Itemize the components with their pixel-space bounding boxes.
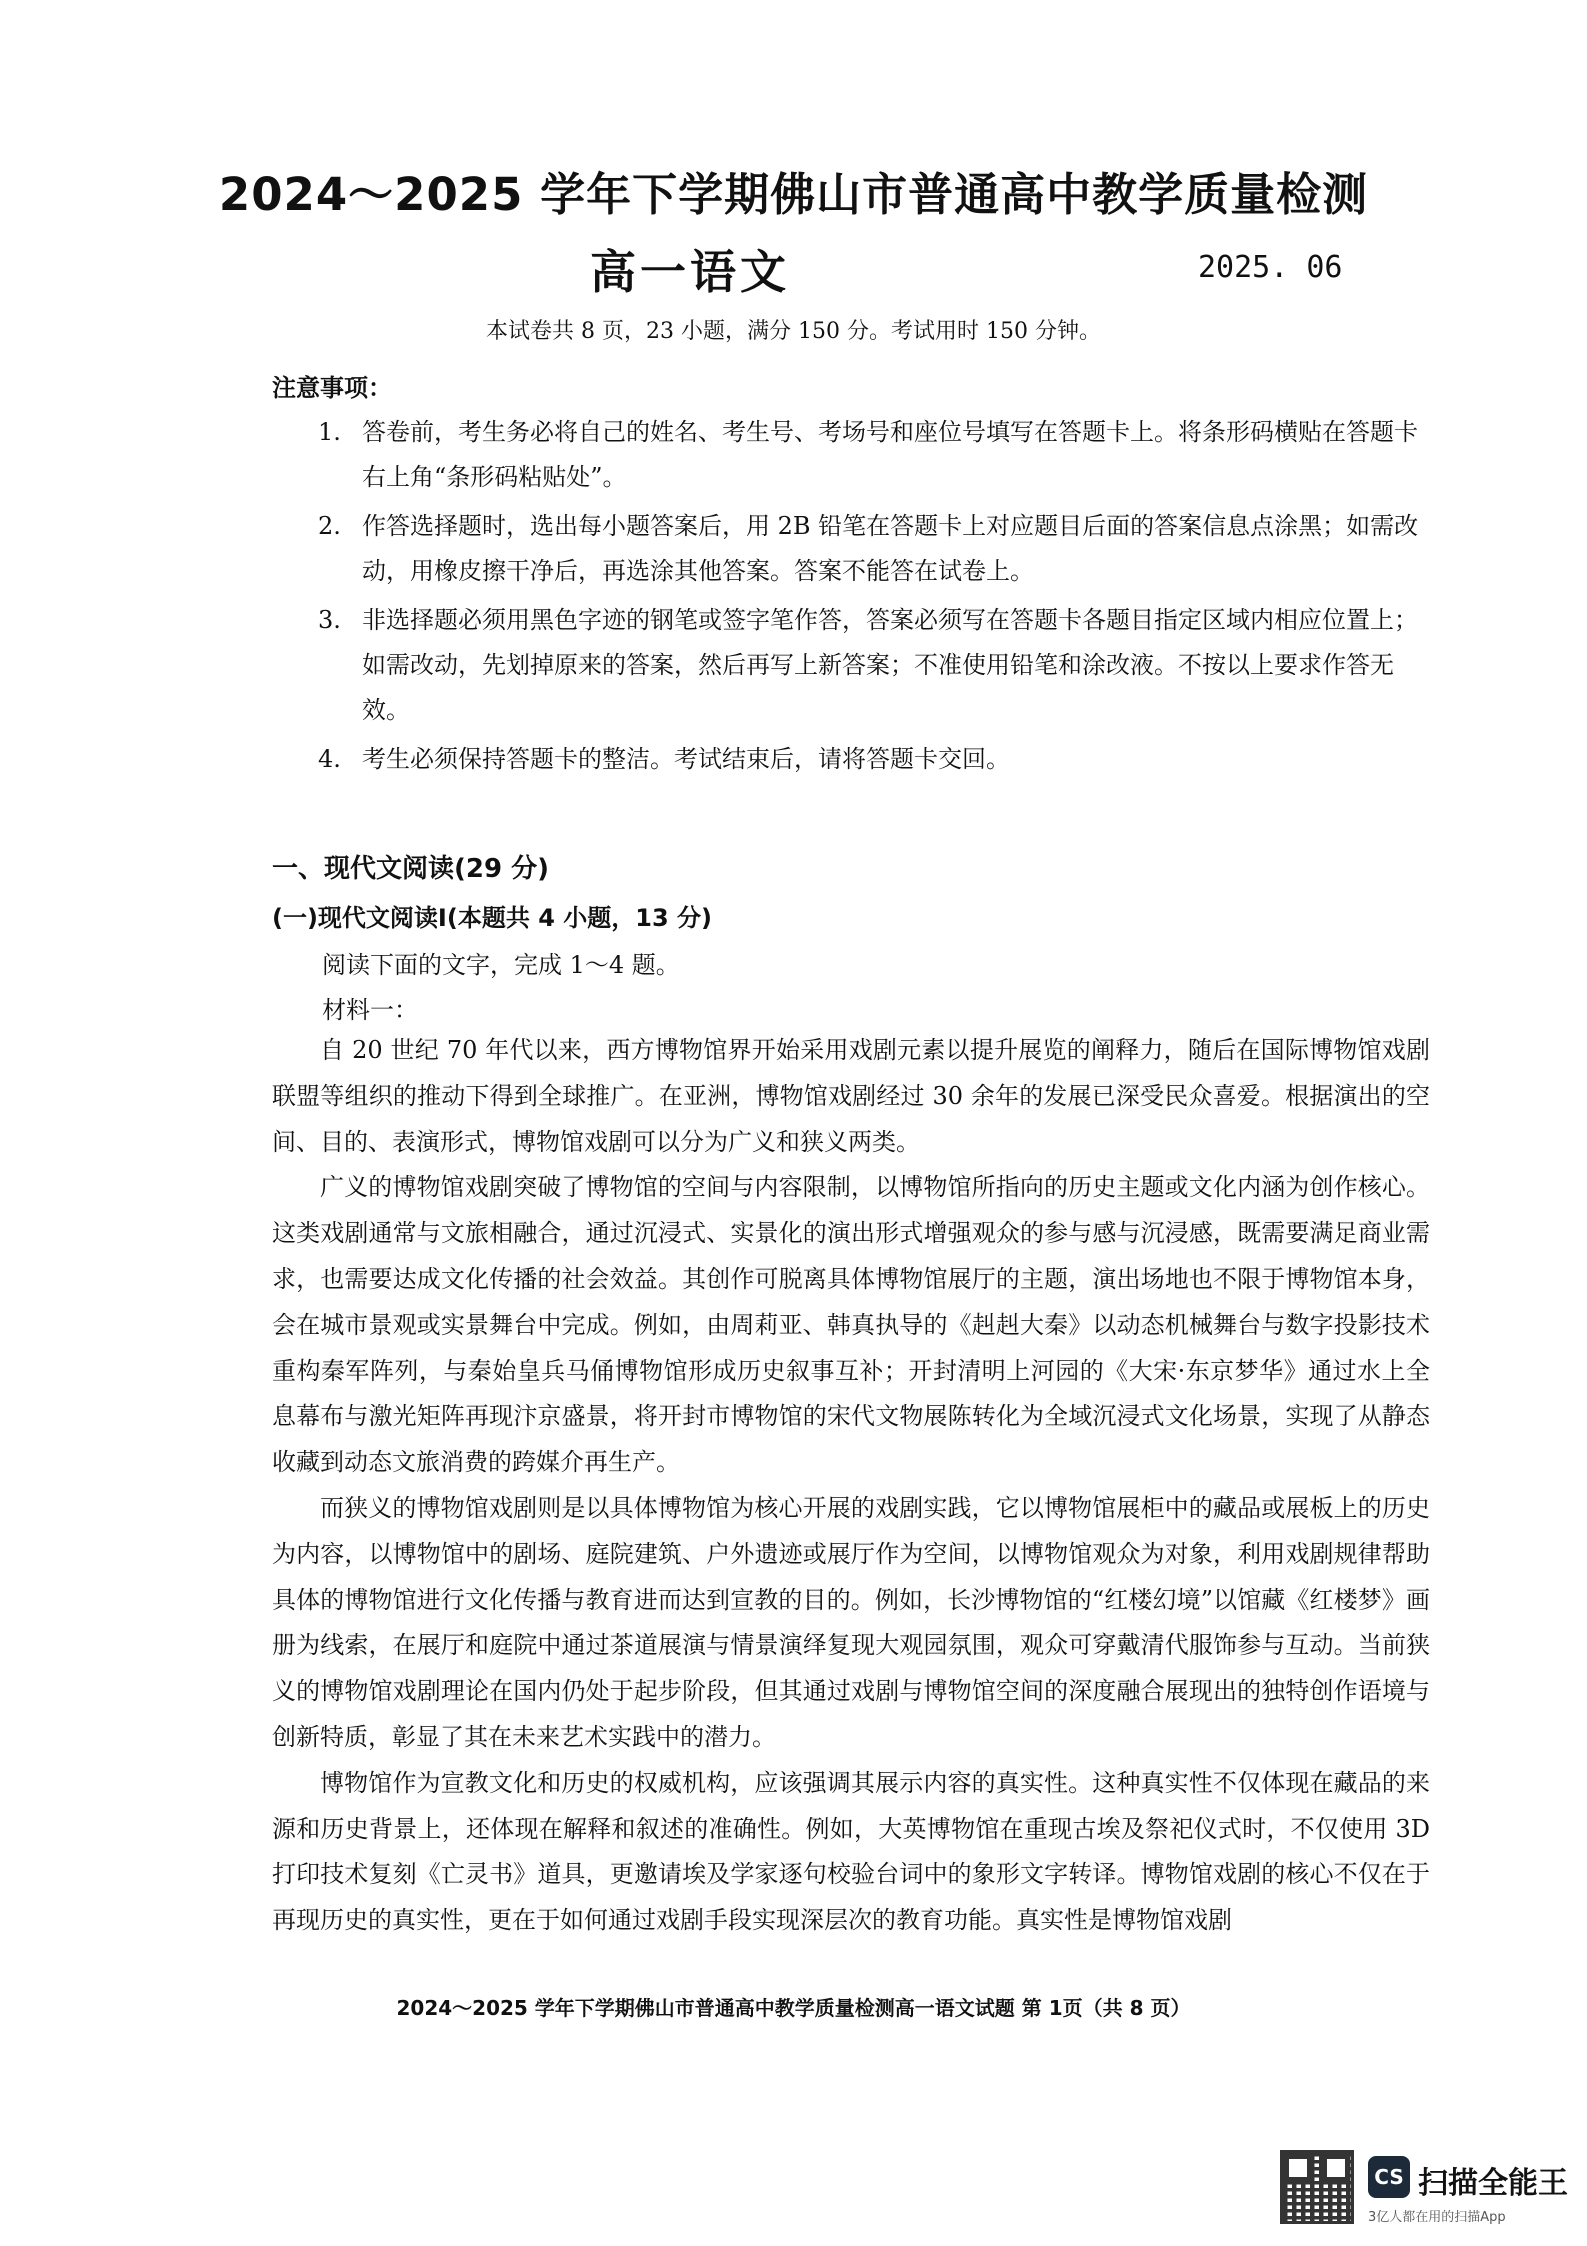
notice-heading: 注意事项： — [272, 374, 392, 402]
notice-item — [318, 504, 1433, 594]
notice-item — [318, 737, 1433, 782]
notice-number: 2. — [318, 512, 341, 540]
exam-title: 2024～2025 学年下学期佛山市普通高中教学质量检测 — [218, 168, 1369, 221]
scanner-app-name: 扫描全能王 — [1418, 2166, 1568, 2201]
page-footer: 2024～2025 学年下学期佛山市普通高中教学质量检测高一语文试题 第 1页（共 8 页） — [396, 1996, 1191, 2020]
exam-intro: 本试卷共 8 页，23 小题，满分 150 分。考试用时 150 分钟。 — [486, 319, 1101, 344]
notice-text: 考生必须保持答题卡的整洁。考试结束后，请将答题卡交回。 — [362, 745, 1010, 773]
material-label: 材料一： — [322, 996, 418, 1024]
notice-number: 1. — [318, 418, 341, 446]
material-paragraph: 广义的博物馆戏剧突破了博物馆的空间与内容限制，以博物馆所指向的历史主题或文化内涵为创作核心。这类戏剧通常与文旅相融合，通过沉浸式、实景化的演出形式增强观众的参与感与沉浸感，既需要满足商业需求，也需要达成文化传播的社会效益。其创作可脱离具体博物馆展厅的主题，演出场地也不限于博物馆本身，会在城市景观或实景舞台中完成。例如，由周莉亚、韩真执导的《赳赳大秦》以动态机械舞台与数字投影技术重构秦军阵列，与秦始皇兵马俑博物馆形成历史叙事互补；开封清明上河园的《大宋·东京梦华》通过水上全息幕布与激光矩阵再现汴京盛景，将开封市博物馆的宋代文物展陈转化为全域沉浸式文化场景，实现了从静态收藏到动态文旅消费的跨媒介再生产。 — [272, 1173, 1430, 1477]
notice-text: 非选择题必须用黑色字迹的钢笔或签字笔作答，答案必须写在答题卡各题目指定区域内相应位置上；如需改动，先划掉原来的答案，然后再写上新答案；不准使用铅笔和涂改液。不按以上要求作答无效。 — [362, 606, 1418, 724]
notice-number: 4. — [318, 745, 341, 773]
notice-item — [318, 410, 1433, 500]
notice-text: 作答选择题时，选出每小题答案后，用 2B 铅笔在答题卡上对应题目后面的答案信息点涂黑；如需改动，用橡皮擦干净后，再选涂其他答案。答案不能答在试卷上。 — [362, 512, 1419, 585]
reading-instruction: 阅读下面的文字，完成 1～4 题。 — [322, 951, 680, 979]
exam-date: 2025. 06 — [1198, 250, 1343, 285]
notice-text: 答卷前，考生务必将自己的姓名、考生号、考场号和座位号填写在答题卡上。将条形码横贴在答题卡右上角“条形码粘贴处”。 — [362, 418, 1418, 491]
qr-code-icon — [1280, 2150, 1354, 2224]
material-paragraph: 博物馆作为宣教文化和历史的权威机构，应该强调其展示内容的真实性。这种真实性不仅体现在藏品的来源和历史背景上，还体现在解释和叙述的准确性。例如，大英博物馆在重现古埃及祭祀仪式时，不仅使用 3D 打印技术复刻《亡灵书》道具，更邀请埃及学家逐句校验台词中的象形文字转译。博物馆戏剧的核心不仅在于再现历史的真实性，更在于如何通过戏剧手段实现深层次的教育功能。真实性是博物馆戏剧 — [272, 1768, 1430, 1935]
section-heading: 一、现代文阅读(29 分) — [272, 854, 549, 884]
material-paragraph: 自 20 世纪 70 年代以来，西方博物馆界开始采用戏剧元素以提升展览的阐释力，随后在国际博物馆戏剧联盟等组织的推动下得到全球推广。在亚洲，博物馆戏剧经过 30 余年的发展已深受民众喜爱。根据演出的空间、目的、表演形式，博物馆戏剧可以分为广义和狭义两类。 — [272, 1036, 1430, 1156]
scanner-tagline: 3亿人都在用的扫描App — [1368, 2210, 1506, 2225]
section-subheading: (一)现代文阅读Ⅰ(本题共 4 小题，13 分) — [272, 904, 712, 932]
camscanner-logo: CS — [1368, 2156, 1410, 2198]
notice-item — [318, 598, 1433, 733]
subject-title: 高一语文 — [590, 245, 790, 299]
material-paragraph: 而狭义的博物馆戏剧则是以具体博物馆为核心开展的戏剧实践，它以博物馆展柜中的藏品或展板上的历史为内容，以博物馆中的剧场、庭院建筑、户外遗迹或展厅作为空间，以博物馆观众为对象，利用戏剧规律帮助具体的博物馆进行文化传播与教育进而达到宣教的目的。例如，长沙博物馆的“红楼幻境”以馆藏《红楼梦》画册为线索，在展厅和庭院中通过茶道展演与情景演绎复现大观园氛围，观众可穿戴清代服饰参与互动。当前狭义的博物馆戏剧理论在国内仍处于起步阶段，但其通过戏剧与博物馆空间的深度融合展现出的独特创作语境与创新特质，彰显了其在未来艺术实践中的潜力。 — [272, 1493, 1430, 1751]
notice-number: 3. — [318, 606, 341, 634]
reading-material — [272, 1028, 1430, 1944]
notice-list — [318, 410, 1433, 786]
